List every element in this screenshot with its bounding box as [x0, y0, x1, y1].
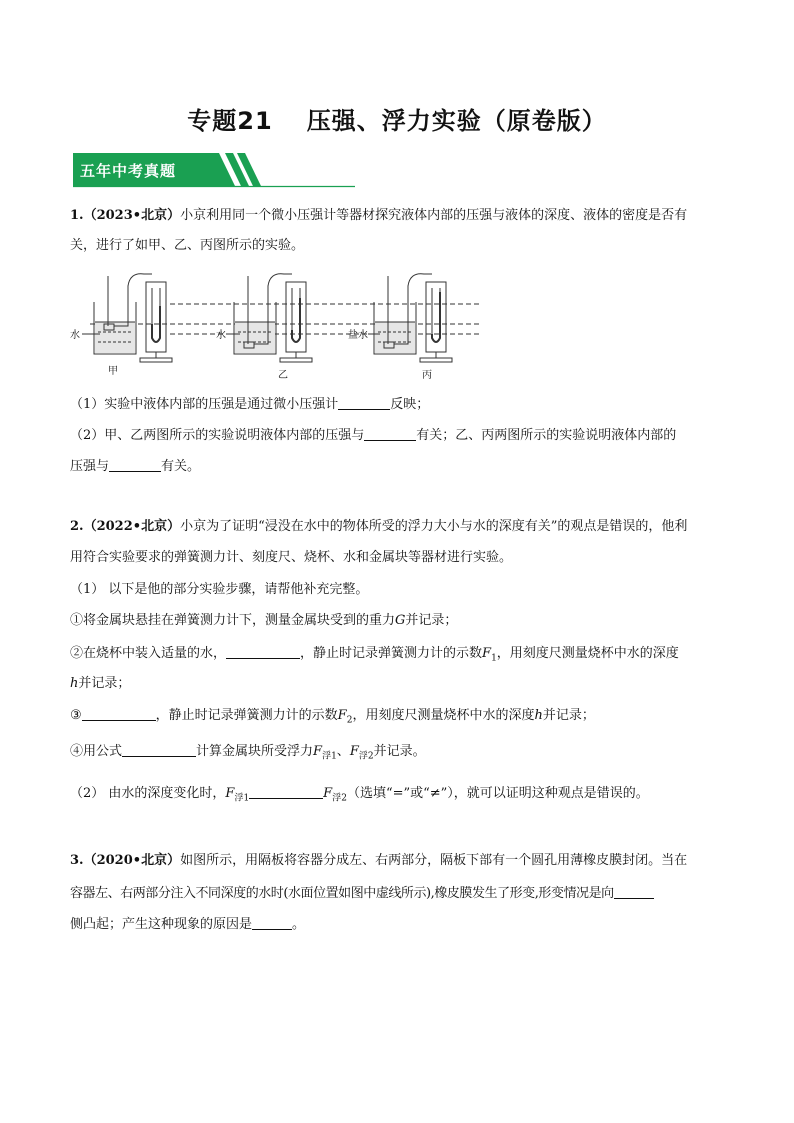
apparatus-yi [234, 274, 312, 362]
q2-step2-cont: h并记录； [70, 676, 131, 691]
answer-blank[interactable] [614, 885, 654, 899]
answer-blank[interactable] [364, 427, 416, 441]
q2-step3: ③ ，静止时记录弹簧测力计的示数$F_2$，用刻度尺测量烧杯中水的深度h并记录； [70, 708, 595, 726]
q1-source: （2023•北京） [83, 208, 181, 223]
answer-blank[interactable] [82, 707, 156, 721]
section-banner-label: 五年中考真题 [80, 162, 177, 180]
fig-caption-yi: 乙 [278, 370, 288, 381]
answer-blank[interactable] [338, 396, 390, 410]
title-subject: 压强、浮力实验（原卷版） [306, 107, 607, 135]
q3-number: 3. [70, 853, 84, 868]
q3-line2: 容器左、右两部分注入不同深度的水时(水面位置如图中虚线所示),橡皮膜发生了形变,形变情况是向 [70, 885, 726, 902]
fig-caption-jia: 甲 [108, 366, 118, 377]
q2-source: （2022•北京） [83, 519, 181, 534]
fig-label-water-1: 水 [70, 330, 80, 341]
answer-blank[interactable] [122, 743, 196, 757]
apparatus-bing [374, 274, 452, 362]
q2-step4: ④用公式 计算金属块所受浮力$F_{浮1}$、$F_{浮2}$并记录。 [70, 744, 426, 762]
q1-sub1: （1）实验中液体内部的压强是通过微小压强计 反映； [70, 397, 430, 412]
q1-sub2-cont: 压强与 有关。 [70, 459, 201, 474]
apparatus-jia [94, 274, 172, 362]
q2-line1: 2.（2022•北京）小京为了证明“浸没在水中的物体所受的浮力大小与水的深度有关”的观点是错误的，他利 [70, 519, 688, 534]
answer-blank[interactable] [252, 916, 292, 930]
fig-label-water-2: 水 [216, 330, 226, 341]
q1-number: 1. [70, 208, 84, 223]
q1-line2: 关，进行了如甲、乙、丙图所示的实验。 [70, 238, 305, 253]
q2-sub2: （2） 由水的深度变化时，$F_{浮1}$ $F_{浮2}$（选填“=”或“≠”），就可以证明这种观点是错误的。 [70, 786, 649, 804]
fig-label-saltwater: 盐水 [348, 330, 368, 341]
q3-source: （2020•北京） [83, 853, 181, 868]
fig-caption-bing: 丙 [422, 370, 432, 381]
answer-blank[interactable] [109, 458, 161, 472]
answer-blank[interactable] [249, 785, 323, 799]
q1-figure [70, 266, 490, 382]
q2-step1: ①将金属块悬挂在弹簧测力计下，测量金属块受到的重力G并记录； [70, 613, 458, 628]
q3-line1: 3.（2020•北京）如图所示，用隔板将容器分成左、右两部分，隔板下部有一个圆孔用薄橡皮膜封闭。当在 [70, 853, 688, 868]
q1-line1: 1.（2023•北京）小京利用同一个微小压强计等器材探究液体内部的压强与液体的深度、液体的密度是否有 [70, 208, 688, 223]
q2-step2: ②在烧杯中装入适量的水， ，静止时记录弹簧测力计的示数$F_1$，用刻度尺测量烧杯中水的深度 [70, 646, 679, 664]
answer-blank[interactable] [226, 645, 300, 659]
q1-sub2: （2）甲、乙两图所示的实验说明液体内部的压强与 有关；乙、丙两图所示的实验说明液体内部的 [70, 428, 677, 443]
page-title [0, 101, 794, 136]
q2-sub1: （1） 以下是他的部分实验步骤，请帮他补充完整。 [70, 582, 369, 597]
q3-line3: 侧凸起；产生这种现象的原因是 。 [70, 917, 306, 932]
title-topic: 专题21 [187, 107, 273, 135]
q2-number: 2. [70, 519, 84, 534]
q2-line2: 用符合实验要求的弹簧测力计、刻度尺、烧杯、水和金属块等器材进行实验。 [70, 550, 513, 565]
